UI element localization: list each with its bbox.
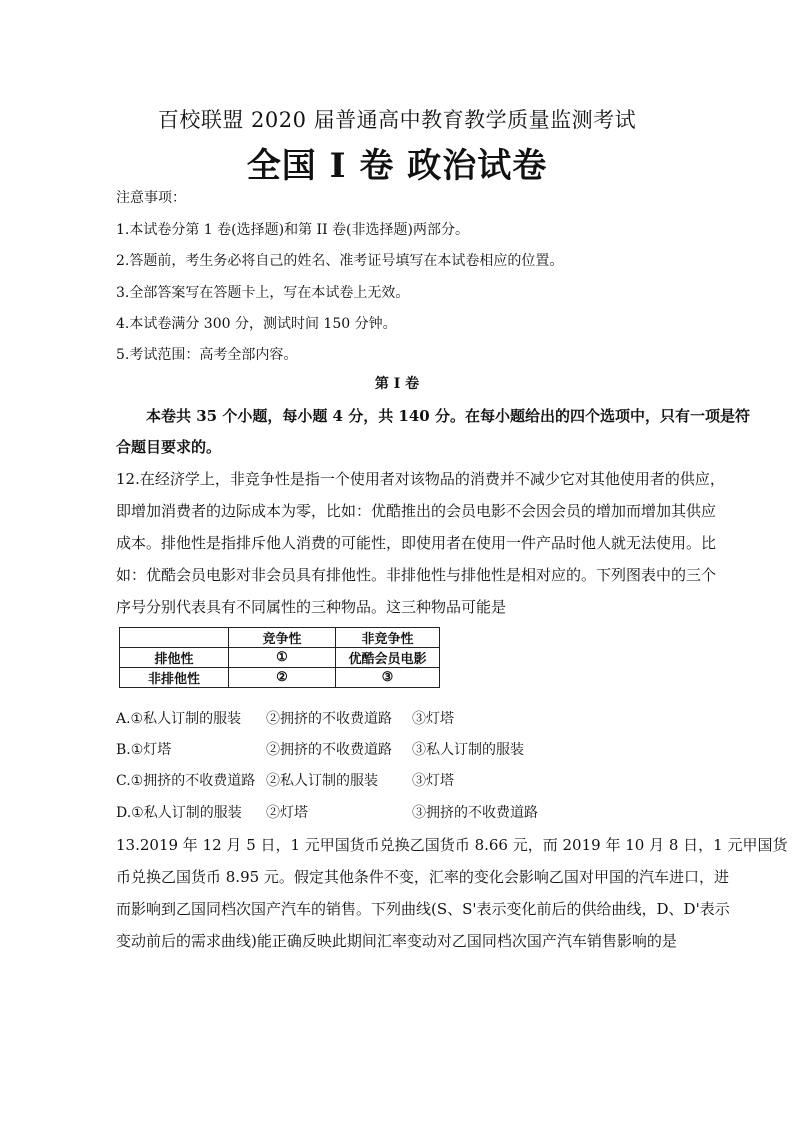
paper-subtitle: 全国 I 卷 政治试卷 xyxy=(246,146,548,186)
table-cell: 排他性 xyxy=(120,648,229,668)
table-row xyxy=(120,668,440,688)
table-cell: ① xyxy=(229,648,336,668)
option-d-part1: D.①私人订制的服装 xyxy=(116,805,242,821)
note-item: 4.本试卷满分 300 分，测试时间 150 分钟。 xyxy=(116,316,397,332)
table-cell: 优酷会员电影 xyxy=(336,648,440,668)
table-cell xyxy=(120,628,229,648)
q12-line: 如：优酷会员电影对非会员具有排他性。非排他性与排他性是相对应的。下列图表中的三个 xyxy=(116,566,717,584)
option-a-part2: ②拥挤的不收费道路 xyxy=(266,711,392,727)
table-cell: 非竞争性 xyxy=(336,628,440,648)
option-a-part1: A.①私人订制的服装 xyxy=(116,711,242,727)
q13-line: 13.2019 年 12 月 5 日，1 元甲国货币兑换乙国货币 8.66 元，而 2019 年 10 月 8 日，1 元甲国货 xyxy=(116,836,788,854)
note-item: 1.本试卷分第 1 卷(选择题)和第 II 卷(非选择题)两部分。 xyxy=(116,222,469,238)
table-cell: ② xyxy=(229,668,336,688)
option-c-part1: C.①拥挤的不收费道路 xyxy=(116,773,256,789)
table-header-row xyxy=(120,628,440,648)
q13-line: 而影响到乙国同档次国产汽车的销售。下列曲线(S、S'表示变化前后的供给曲线，D、D'表示 xyxy=(116,900,730,918)
option-d-part2: ②灯塔 xyxy=(266,805,308,821)
table-row xyxy=(120,648,440,668)
q12-line: 序号分别代表具有不同属性的三种物品。这三种物品可能是 xyxy=(116,598,507,616)
table-cell: 竞争性 xyxy=(229,628,336,648)
option-b-part2: ②拥挤的不收费道路 xyxy=(266,742,392,758)
option-a-part3: ③灯塔 xyxy=(412,711,454,727)
q12-line: 成本。排他性是指排斥他人消费的可能性，即使用者在使用一件产品时他人就无法使用。比 xyxy=(116,534,717,552)
note-item: 5.考试范围：高考全部内容。 xyxy=(116,347,298,363)
option-c-part2: ②私人订制的服装 xyxy=(266,773,378,789)
option-c-part3: ③灯塔 xyxy=(412,773,454,789)
q12-line: 即增加消费者的边际成本为零，比如：优酷推出的会员电影不会因会员的增加而增加其供应 xyxy=(116,502,717,520)
section-title: 第 I 卷 xyxy=(374,376,420,392)
option-d-part3: ③拥挤的不收费道路 xyxy=(412,805,538,821)
exam-title: 百校联盟 2020 届普通高中教育教学质量监测考试 xyxy=(157,108,637,132)
property-table xyxy=(119,627,440,688)
q13-line: 变动前后的需求曲线)能正确反映此期间汇率变动对乙国同档次国产汽车销售影响的是 xyxy=(116,932,677,950)
notes-heading: 注意事项： xyxy=(116,190,186,206)
note-item: 3.全部答案写在答题卡上，写在本试卷上无效。 xyxy=(116,285,410,301)
note-item: 2.答题前，考生务必将自己的姓名、准考证号填写在本试卷相应的位置。 xyxy=(116,253,564,269)
section-instruction-line2: 合题目要求的。 xyxy=(116,438,222,456)
option-b-part3: ③私人订制的服装 xyxy=(412,742,524,758)
section-instruction-line1: 本卷共 35 个小题，每小题 4 分，共 140 分。在每小题给出的四个选项中，只有一项是符 xyxy=(146,407,750,425)
table-cell: 非排他性 xyxy=(120,668,229,688)
q13-line: 币兑换乙国货币 8.95 元。假定其他条件不变，汇率的变化会影响乙国对甲国的汽车进口，进 xyxy=(116,868,729,886)
q12-line: 12.在经济学上，非竞争性是指一个使用者对该物品的消费并不减少它对其他使用者的供应， xyxy=(116,470,725,488)
option-b-part1: B.①灯塔 xyxy=(116,742,172,758)
table-cell: ③ xyxy=(336,668,440,688)
